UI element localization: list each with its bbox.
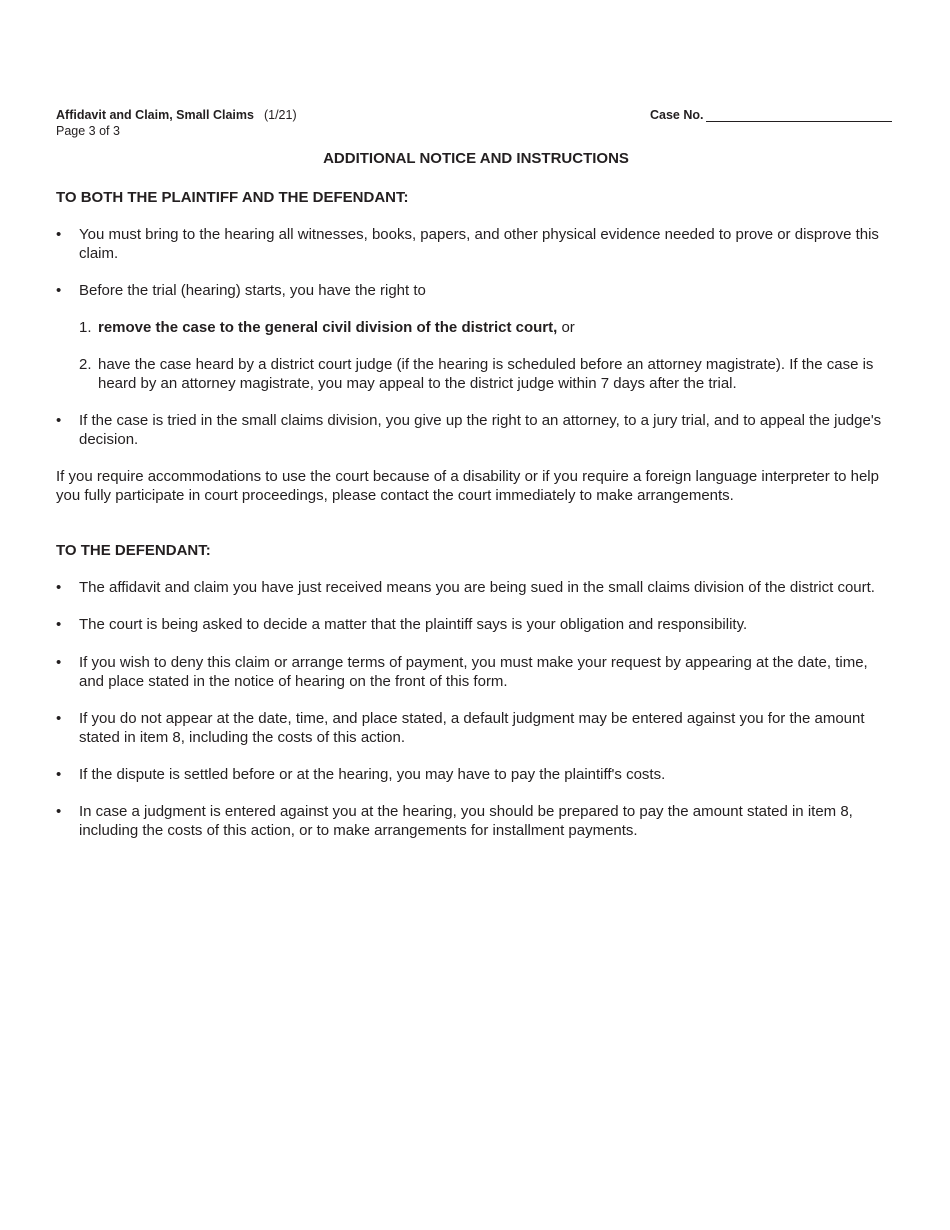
list-item: • If the case is tried in the small claims division, you give up the right to an attorney, to a jury trial, and to appeal the judge's decision. bbox=[56, 412, 882, 448]
section-heading-both-parties: TO BOTH THE PLAINTIFF AND THE DEFENDANT: bbox=[56, 189, 409, 206]
list-item: • In case a judgment is entered against you at the hearing, you should be prepared to pay the amount stated in item 8, including the costs of this action, or to make arrangements for installment payments. bbox=[56, 803, 853, 839]
list-item: • If the dispute is settled before or at the hearing, you may have to pay the plaintiff's costs. bbox=[56, 766, 666, 783]
bullet-icon: • bbox=[56, 412, 62, 429]
bullet-icon: • bbox=[56, 579, 62, 596]
bullet-icon: • bbox=[56, 803, 62, 820]
form-header bbox=[56, 108, 896, 142]
case-number-field[interactable] bbox=[706, 121, 892, 122]
list-item: • If you wish to deny this claim or arrange terms of payment, you must make your request by appearing at the date, time, and place stated in the notice of hearing on the front of this form. bbox=[56, 654, 868, 690]
list-item: • You must bring to the hearing all witnesses, books, papers, and other physical evidence needed to prove or disprove this claim. bbox=[56, 226, 879, 262]
form-name: Affidavit and Claim, Small Claims (1/21) bbox=[56, 108, 297, 122]
bullet-icon: • bbox=[56, 710, 62, 727]
section-heading-defendant: TO THE DEFENDANT: bbox=[56, 542, 211, 559]
case-number-label: Case No. bbox=[650, 108, 704, 122]
list-item: • The court is being asked to decide a matter that the plaintiff says is your obligation and responsibility. bbox=[56, 616, 748, 633]
page-title: ADDITIONAL NOTICE AND INSTRUCTIONS bbox=[323, 150, 629, 167]
numbered-item-2: 2. have the case heard by a district court judge (if the hearing is scheduled before an attorney magistrate). If the case is heard by an attorney magistrate, you may appeal to the district judge within 7 days after the trial. bbox=[79, 356, 874, 392]
bullet-icon: • bbox=[56, 766, 62, 783]
page-number: Page 3 of 3 bbox=[56, 124, 120, 138]
bullet-icon: • bbox=[56, 226, 62, 243]
list-item: • The affidavit and claim you have just received means you are being sued in the small claims division of the district court. bbox=[56, 579, 875, 596]
list-item: • Before the trial (hearing) starts, you have the right to bbox=[56, 282, 426, 299]
remove-case-text: remove the case to the general civil division of the district court, bbox=[98, 319, 558, 336]
form-revision: (1/21) bbox=[263, 108, 297, 122]
numbered-item-1: 1. remove the case to the general civil division of the district court, or bbox=[79, 319, 575, 336]
accommodations-notice: If you require accommodations to use the court because of a disability or if you require a foreign language interpreter to help you fully participate in court proceedings, please contact the court immediately to make arrangements. bbox=[56, 468, 879, 504]
bullet-icon: • bbox=[56, 616, 62, 633]
bullet-icon: • bbox=[56, 282, 62, 299]
list-item: • If you do not appear at the date, time, and place stated, a default judgment may be entered against you for the amount stated in item 8, including the costs of this action. bbox=[56, 710, 865, 746]
bullet-icon: • bbox=[56, 654, 62, 671]
